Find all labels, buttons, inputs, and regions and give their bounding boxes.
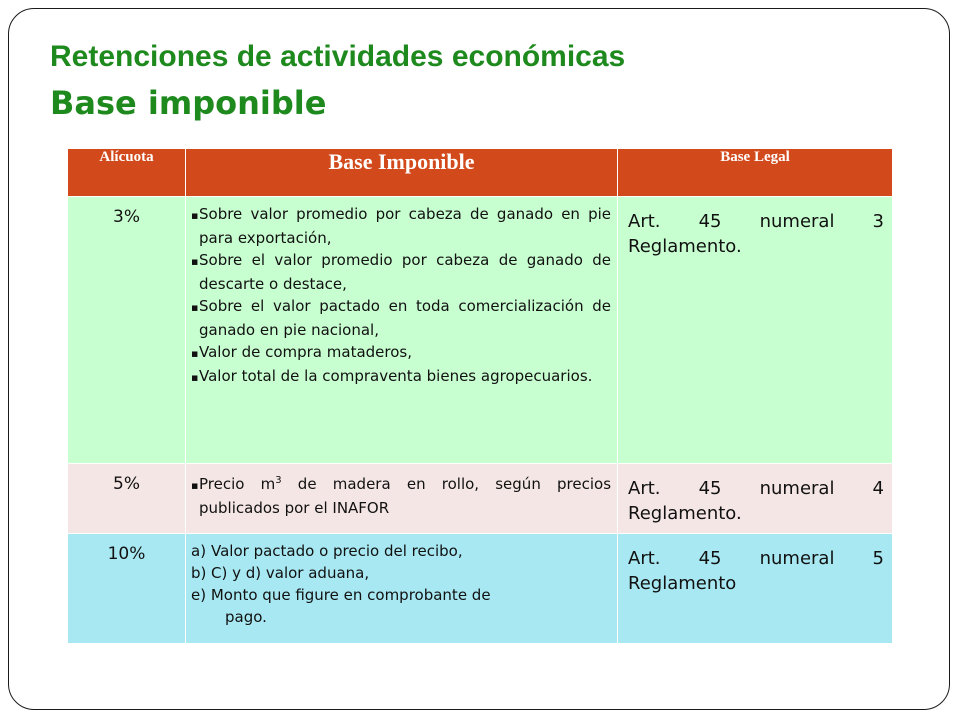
table-row: [68, 534, 893, 644]
slide-title: Retenciones de actividades económicas: [50, 40, 626, 73]
table-row: [68, 464, 893, 534]
bullet-item: ▪ Valor total de la compraventa bienes agropecuarios.: [191, 365, 611, 389]
base-cell: [186, 197, 618, 464]
bullet-item: ▪ Sobre el valor promedio por cabeza de ganado de descarte o destace,: [191, 249, 611, 295]
superscript: 3: [275, 475, 282, 486]
header-base-imponible: Base Imponible: [186, 149, 618, 197]
legal-cell: Art. 45 numeral 3 Reglamento.: [618, 197, 893, 464]
list-item: [191, 562, 611, 584]
list-text: Valor pactado o precio del recibo,: [211, 542, 463, 560]
bullet-text-post: de madera en rollo, según precios publicados por el INAFOR: [199, 475, 612, 517]
rate-cell: 5%: [68, 464, 186, 534]
rate-cell: 10%: [68, 534, 186, 644]
bullet-item: ▪ Valor de compra mataderos,: [191, 341, 611, 365]
legal-cell: Art. 45 numeral 4 Reglamento.: [618, 464, 893, 534]
bullet-item: ▪ Sobre el valor pactado en toda comercialización de ganado en pie nacional,: [191, 295, 611, 341]
table-row: [68, 197, 893, 464]
tax-table: [67, 148, 893, 644]
table-header-row: [68, 149, 893, 197]
legal-cell: Art. 45 numeral 5 Reglamento: [618, 534, 893, 644]
base-cell: [186, 464, 618, 534]
bullet-text-pre: Precio m: [199, 475, 276, 493]
list-text: C) y d) valor aduana,: [211, 564, 370, 582]
list-item: e) Monto que figure en comprobante de: [191, 586, 491, 604]
header-base-legal: Base Legal: [618, 149, 893, 197]
rate-cell: 3%: [68, 197, 186, 464]
bullet-item: ▪ Sobre valor promedio por cabeza de ganado en pie para exportación,: [191, 203, 611, 249]
list-label: a): [191, 542, 207, 560]
list-label: b): [191, 564, 207, 582]
base-cell: [186, 534, 618, 644]
bullet-item: [191, 470, 611, 519]
slide-subtitle: Base imponible: [50, 84, 327, 122]
header-alicuota: Alícuota: [68, 149, 186, 197]
list-item: [191, 540, 611, 562]
list-item-continuation: pago.: [225, 608, 267, 626]
